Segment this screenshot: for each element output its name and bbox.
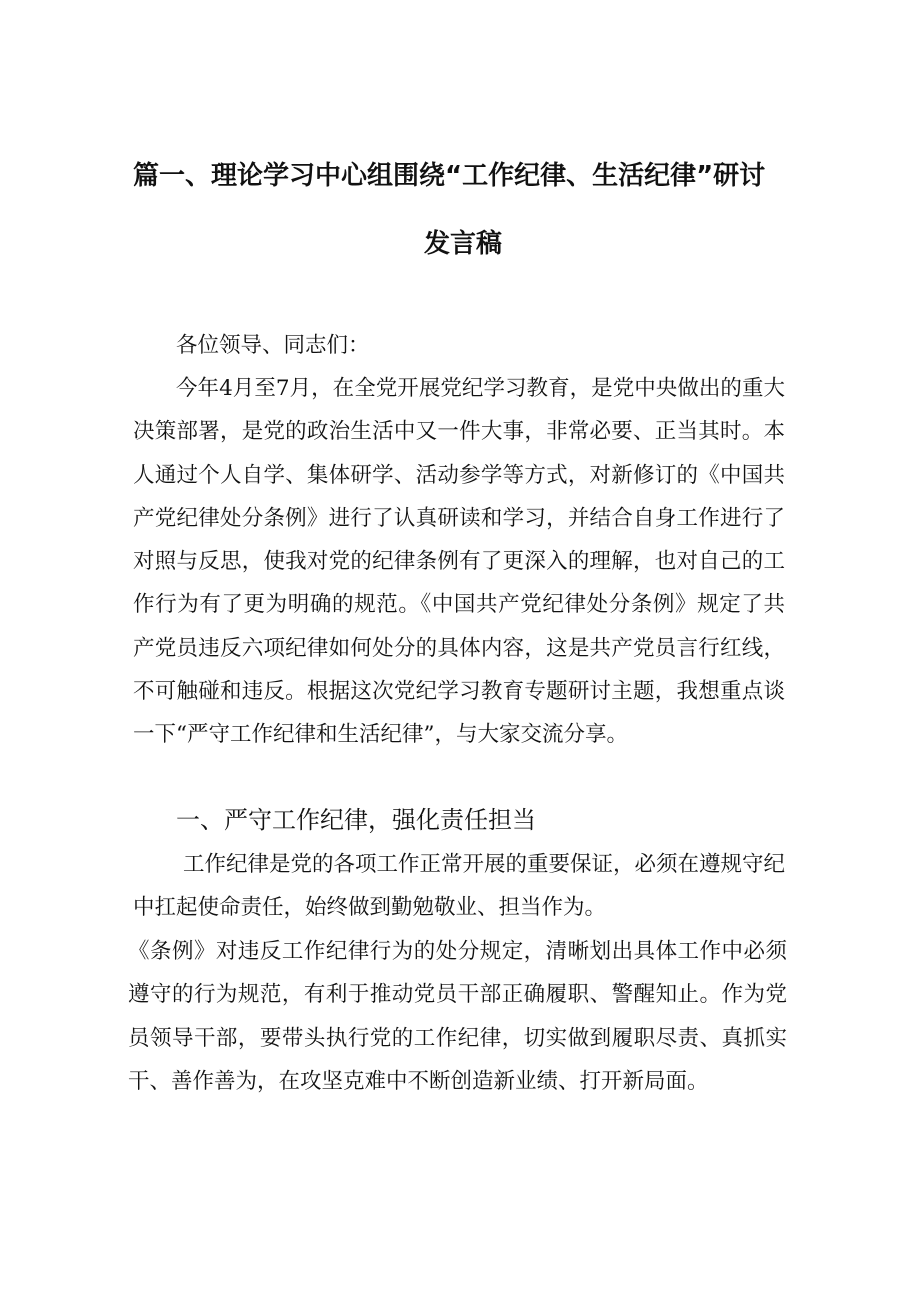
salutation: 各位领导、同志们： (176, 333, 370, 358)
document-title-line-2: 发言稿 (424, 229, 503, 259)
paragraph-regulations: 《条例》对违反工作纪律行为的处分规定，清晰划出具体工作中必须遵守的行为规范，有利于推动党员干部正确履职、警醒知止。作为党员领导干部，要带头执行党的工作纪律，切实做到履职尽责、真抓实干、善作善为，在攻坚克难中不断创造新业绩、打开新局面。 (128, 939, 787, 1094)
paragraph-work-discipline: 工作纪律是党的各项工作正常开展的重要保证，必须在遵规守纪中扛起使命责任，始终做到勤勉敬业、担当作为。 (133, 852, 786, 921)
section-heading-1: 一、严守工作纪律，强化责任担当 (176, 806, 536, 834)
paragraph-intro: 今年4月至7月，在全党开展党纪学习教育，是党中央做出的重大决策部署，是党的政治生活中又一件大事，非常必要、正当其时。本人通过个人自学、集体研学、活动参学等方式，对新修订的《中国共产党纪律处分条例》进行了认真研读和学习，并结合自身工作进行了对照与反思，使我对党的纪律条例有了更深入的理解，也对自己的工作行为有了更为明确的规范。《中国共产党纪律处分条例》规定了共产党员违反六项纪律如何处分的具体内容，这是共产党员言行红线，不可触碰和违反。根据这次党纪学习教育专题研讨主题，我想重点谈一下“严守工作纪律和生活纪律”，与大家交流分享。 (133, 376, 785, 748)
document-title-line-1: 篇一、理论学习中心组围绕“工作纪律、生活纪律”研讨 (133, 161, 766, 191)
